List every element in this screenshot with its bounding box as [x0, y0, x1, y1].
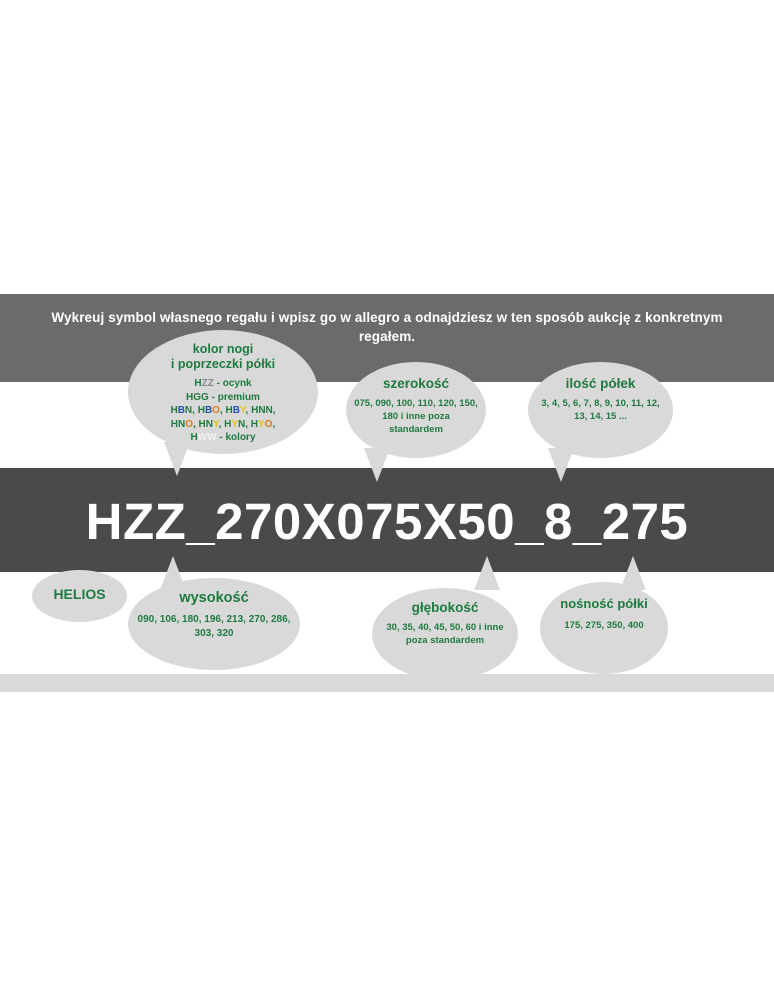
bubble-ilosc-polek-title: ilość półek: [565, 376, 636, 391]
kolor-line-1: HZZ - ocynk: [194, 378, 252, 389]
bubble-wysokosc: [128, 578, 300, 670]
bubble-szerokosc-body: 075, 090, 100, 110, 120, 150, 180 i inne poza standardem: [354, 398, 478, 435]
product-symbol: HZZ_270X075X50_8_275: [85, 493, 689, 550]
bubble-glebokosc-title: głębokość: [411, 600, 479, 615]
kolor-line-1-suffix: - ocynk: [213, 378, 252, 389]
headline-instruction: Wykreuj symbol własnego regału i wpisz go w allegro a odnajdziesz w ten sposób aukcję z konkretnym regałem.: [51, 310, 723, 345]
bubble-glebokosc: [372, 588, 518, 680]
bubble-kolor-nogi-body: [138, 377, 308, 445]
bubble-nosnosc-polki: [540, 582, 668, 674]
kolor-line-3: HBN, HBO, HBY, HNN,: [170, 405, 276, 416]
bubble-tail-ilosc-polek: [548, 448, 574, 482]
kolor-line-4: HNO, HNY, HYN, HYO,: [170, 418, 276, 430]
bubble-tail-szerokosc: [364, 448, 390, 482]
bubble-glebokosc-body: 30, 35, 40, 45, 50, 60 i inne poza standardem: [386, 622, 504, 646]
bubble-wysokosc-title: wysokość: [179, 590, 249, 606]
bubble-kolor-nogi-title-line1: kolor nogi: [192, 342, 254, 356]
bubble-tail-glebokosc: [474, 556, 500, 590]
bubble-ilosc-polek: [528, 362, 673, 458]
kolor-line-2-suffix: - premium: [208, 391, 260, 403]
kolor-line-2: HGG - premium: [186, 391, 260, 403]
kolor-line-5: HWW - kolory: [190, 432, 256, 443]
bubble-nosnosc-body: 175, 275, 350, 400: [564, 619, 644, 631]
bubble-helios-brand: [32, 570, 127, 622]
bubble-helios-label: HELIOS: [53, 586, 106, 602]
bubble-szerokosc: [346, 362, 486, 458]
bubble-kolor-nogi: [128, 330, 318, 454]
bubble-kolor-nogi-title-line2: i poprzeczki półki: [170, 357, 276, 371]
bubble-wysokosc-body: 090, 106, 180, 196, 213, 270, 286, 303, 320: [137, 614, 291, 639]
band-grey-bottom: [0, 674, 774, 692]
bubble-nosnosc-title: nośność półki: [560, 596, 648, 611]
bubble-tail-kolor-nogi: [164, 442, 190, 476]
bubble-ilosc-polek-body: 3, 4, 5, 6, 7, 8, 9, 10, 11, 12, 13, 14, 15 ...: [541, 398, 660, 422]
bubble-kolor-nogi-title: [138, 342, 308, 372]
bubble-szerokosc-title: szerokość: [382, 376, 450, 391]
